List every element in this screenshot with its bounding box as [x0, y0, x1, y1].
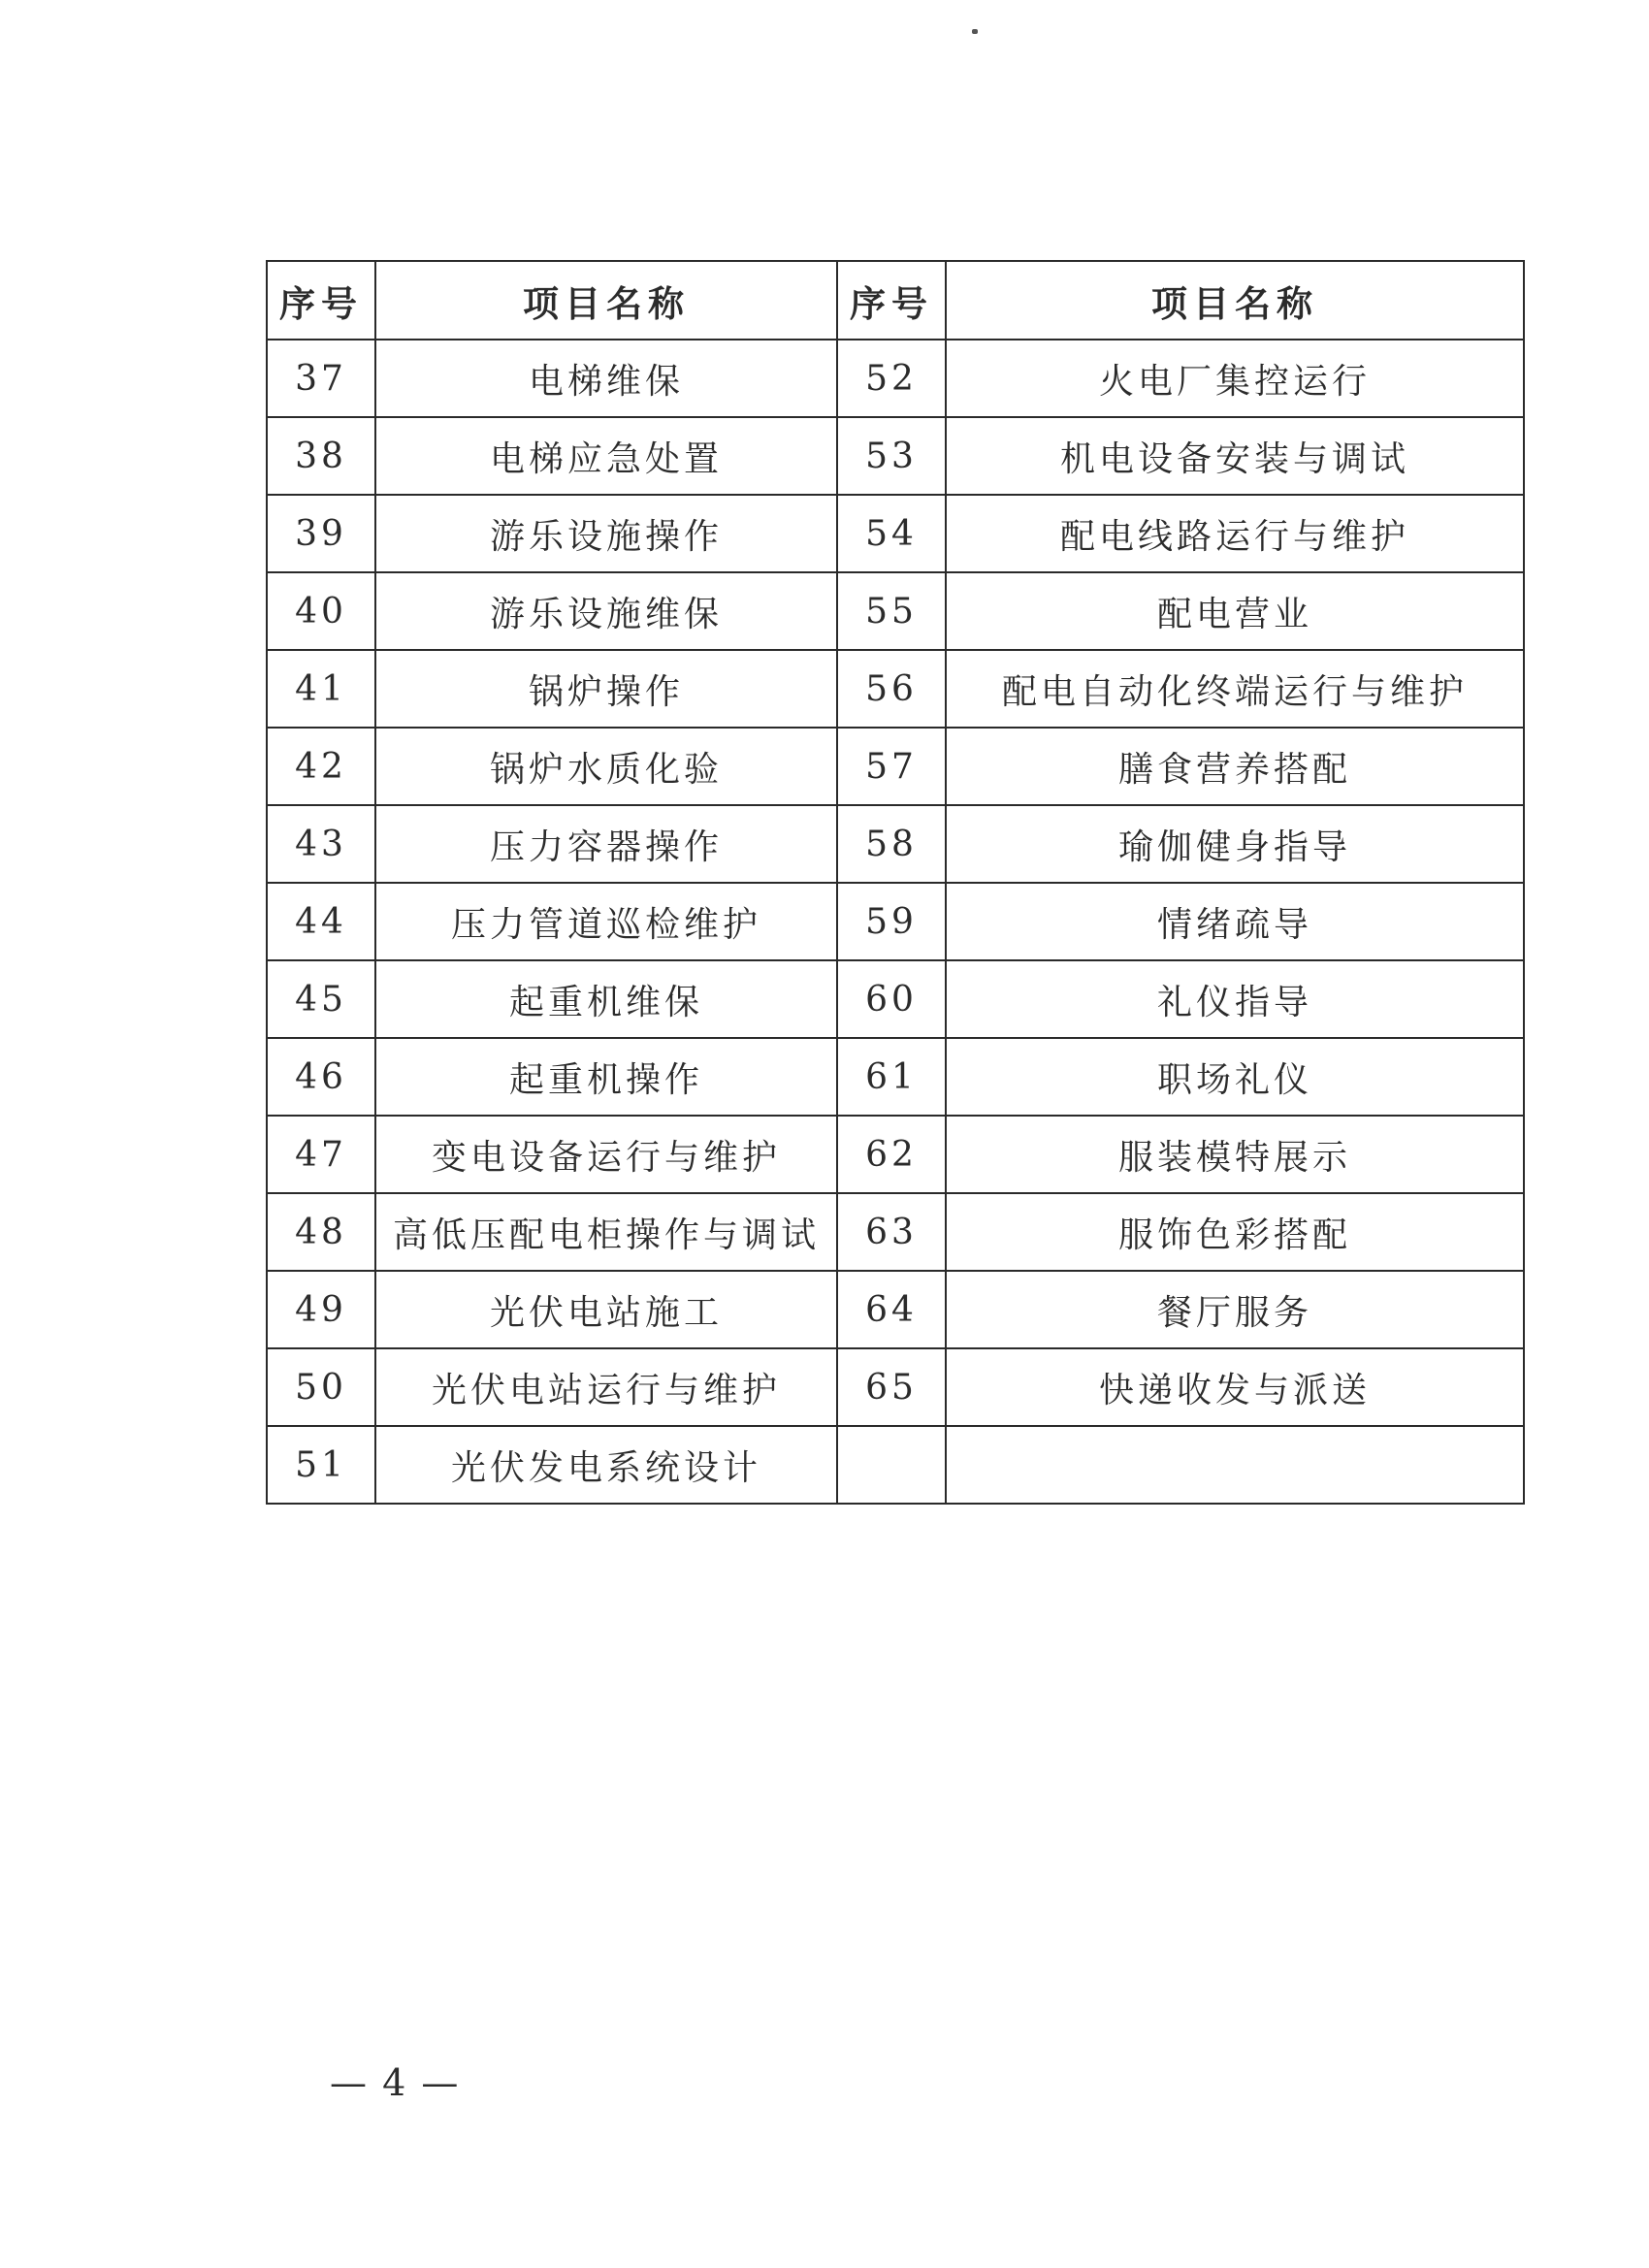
table-row	[267, 417, 1524, 495]
left-name-cell: 光伏电站运行与维护	[375, 1348, 837, 1426]
right-serial-cell: 60	[837, 960, 946, 1038]
page-number: — 4 —	[330, 2061, 461, 2104]
table-header-row	[267, 261, 1524, 340]
project-table-container	[266, 260, 1523, 1505]
right-name-cell: 情绪疏导	[946, 883, 1524, 960]
left-serial-cell: 37	[267, 340, 375, 417]
table-row	[267, 728, 1524, 805]
left-serial-cell: 44	[267, 883, 375, 960]
left-name-cell: 游乐设施操作	[375, 495, 837, 572]
right-serial-cell: 63	[837, 1193, 946, 1271]
right-serial-cell: 58	[837, 805, 946, 883]
left-serial-cell: 49	[267, 1271, 375, 1348]
table-row	[267, 1271, 1524, 1348]
left-name-cell: 游乐设施维保	[375, 572, 837, 650]
table-row	[267, 340, 1524, 417]
right-serial-cell: 64	[837, 1271, 946, 1348]
header-serial-left: 序号	[267, 261, 375, 340]
left-name-cell: 电梯维保	[375, 340, 837, 417]
right-name-cell: 瑜伽健身指导	[946, 805, 1524, 883]
left-name-cell: 压力容器操作	[375, 805, 837, 883]
left-name-cell: 高低压配电柜操作与调试	[375, 1193, 837, 1271]
right-name-cell: 机电设备安装与调试	[946, 417, 1524, 495]
right-name-cell: 餐厅服务	[946, 1271, 1524, 1348]
right-name-cell: 膳食营养搭配	[946, 728, 1524, 805]
left-serial-cell: 40	[267, 572, 375, 650]
right-serial-cell: 54	[837, 495, 946, 572]
right-serial-cell: 55	[837, 572, 946, 650]
table-row	[267, 805, 1524, 883]
left-serial-cell: 45	[267, 960, 375, 1038]
right-name-cell: 配电线路运行与维护	[946, 495, 1524, 572]
table-row	[267, 1348, 1524, 1426]
table-row	[267, 495, 1524, 572]
right-name-cell: 配电自动化终端运行与维护	[946, 650, 1524, 728]
left-serial-cell: 39	[267, 495, 375, 572]
right-serial-cell	[837, 1426, 946, 1504]
right-serial-cell: 62	[837, 1116, 946, 1193]
right-serial-cell: 65	[837, 1348, 946, 1426]
right-name-cell: 火电厂集控运行	[946, 340, 1524, 417]
right-serial-cell: 61	[837, 1038, 946, 1116]
project-table	[266, 260, 1525, 1505]
right-name-cell: 礼仪指导	[946, 960, 1524, 1038]
table-row	[267, 1038, 1524, 1116]
left-serial-cell: 42	[267, 728, 375, 805]
header-name-right: 项目名称	[946, 261, 1524, 340]
table-row	[267, 650, 1524, 728]
left-name-cell: 压力管道巡检维护	[375, 883, 837, 960]
table-body	[267, 340, 1524, 1504]
left-name-cell: 锅炉操作	[375, 650, 837, 728]
left-name-cell: 电梯应急处置	[375, 417, 837, 495]
table-row	[267, 1426, 1524, 1504]
right-name-cell: 快递收发与派送	[946, 1348, 1524, 1426]
left-name-cell: 变电设备运行与维护	[375, 1116, 837, 1193]
right-serial-cell: 52	[837, 340, 946, 417]
left-serial-cell: 41	[267, 650, 375, 728]
left-name-cell: 光伏发电系统设计	[375, 1426, 837, 1504]
left-serial-cell: 47	[267, 1116, 375, 1193]
right-name-cell: 服装模特展示	[946, 1116, 1524, 1193]
right-name-cell: 职场礼仪	[946, 1038, 1524, 1116]
right-serial-cell: 56	[837, 650, 946, 728]
scan-speck	[972, 29, 978, 34]
table-row	[267, 572, 1524, 650]
left-serial-cell: 38	[267, 417, 375, 495]
right-serial-cell: 53	[837, 417, 946, 495]
left-serial-cell: 48	[267, 1193, 375, 1271]
left-name-cell: 起重机维保	[375, 960, 837, 1038]
left-serial-cell: 51	[267, 1426, 375, 1504]
left-serial-cell: 50	[267, 1348, 375, 1426]
right-name-cell	[946, 1426, 1524, 1504]
table-row	[267, 1116, 1524, 1193]
left-serial-cell: 46	[267, 1038, 375, 1116]
header-name-left: 项目名称	[375, 261, 837, 340]
table-row	[267, 1193, 1524, 1271]
left-name-cell: 起重机操作	[375, 1038, 837, 1116]
left-serial-cell: 43	[267, 805, 375, 883]
table-row	[267, 883, 1524, 960]
header-serial-right: 序号	[837, 261, 946, 340]
right-serial-cell: 59	[837, 883, 946, 960]
table-row	[267, 960, 1524, 1038]
left-name-cell: 光伏电站施工	[375, 1271, 837, 1348]
right-name-cell: 服饰色彩搭配	[946, 1193, 1524, 1271]
right-serial-cell: 57	[837, 728, 946, 805]
right-name-cell: 配电营业	[946, 572, 1524, 650]
left-name-cell: 锅炉水质化验	[375, 728, 837, 805]
